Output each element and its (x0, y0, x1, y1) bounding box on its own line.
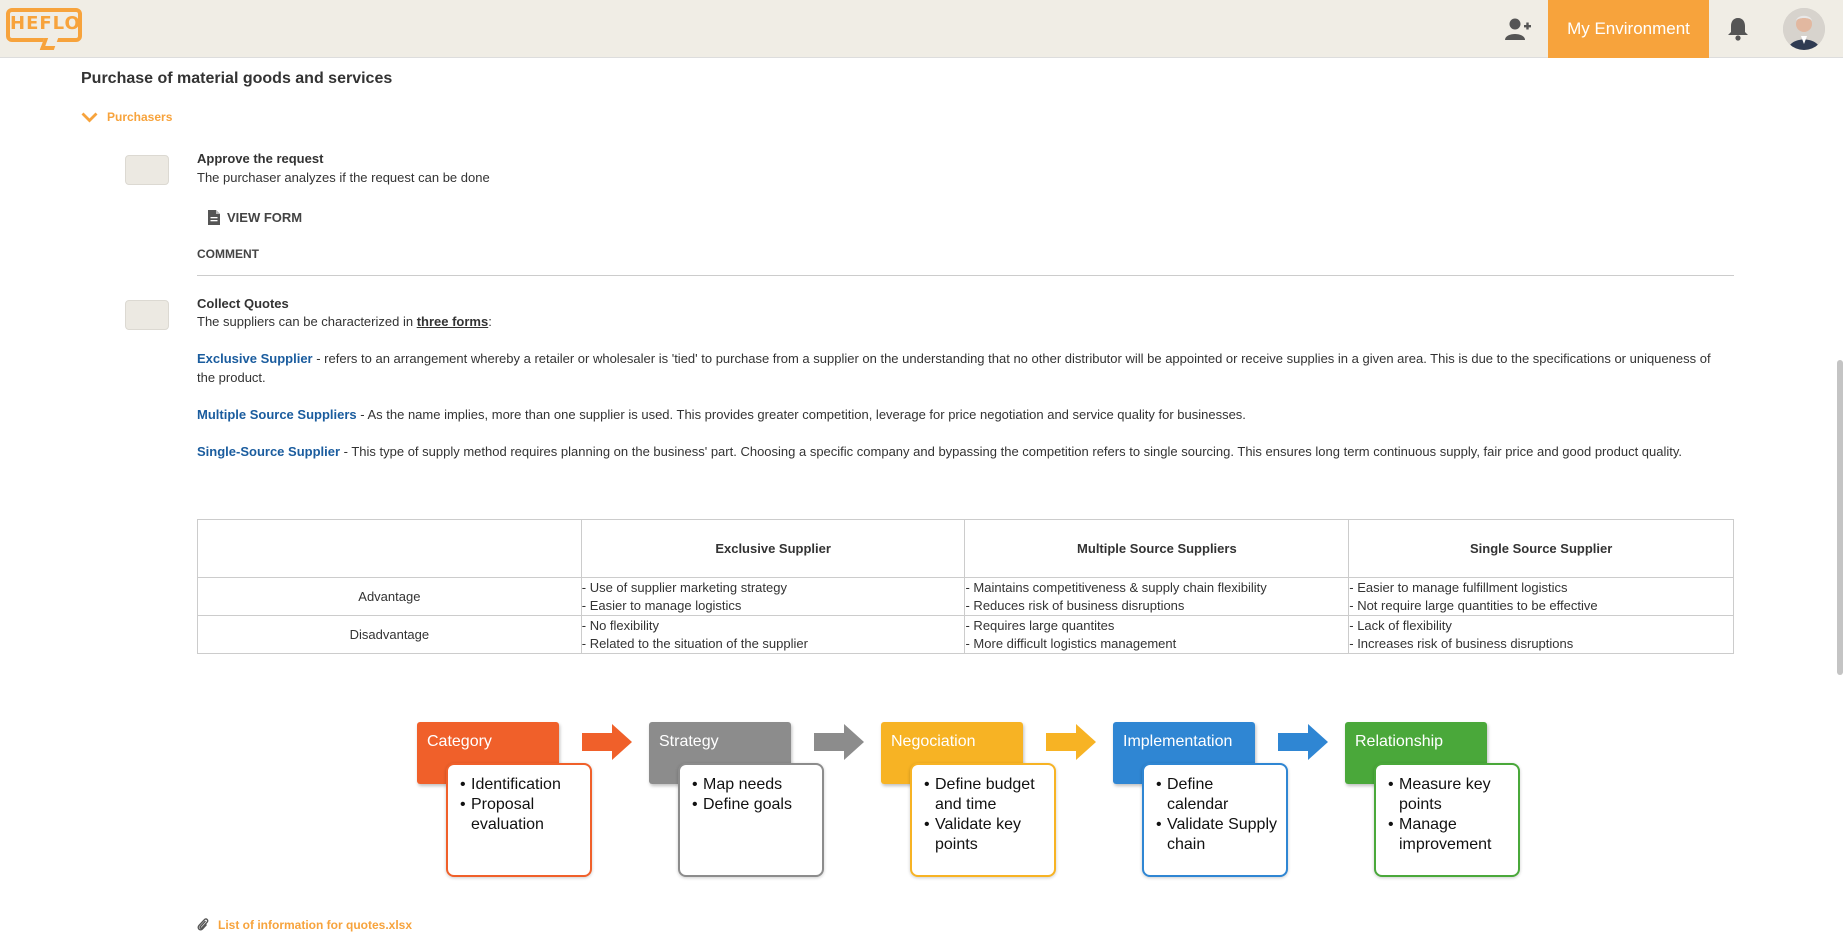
arrow-right-icon (582, 724, 632, 760)
top-navigation-bar (0, 0, 1843, 58)
phase-title: Implementation (1123, 733, 1233, 750)
supplier-term: Single-Source Supplier (197, 444, 341, 459)
cell-line: - Not require large quantities to be effective (1349, 597, 1598, 613)
bell-icon[interactable] (1725, 16, 1751, 42)
cell-line: - No flexibility (581, 617, 660, 633)
task-description (197, 314, 492, 329)
process-title: Purchase of material goods and services (81, 70, 393, 87)
supplier-type-paragraph (197, 405, 1717, 424)
table-cell (581, 578, 965, 616)
task-title: Collect Quotes (197, 296, 289, 311)
cell-line: - Requires large quantites (965, 617, 1115, 633)
supplier-term: Multiple Source Suppliers (197, 407, 357, 422)
table-header-cell: Multiple Source Suppliers (965, 520, 1349, 578)
phase-item: • Validate key points (924, 815, 1046, 855)
task-checkbox[interactable] (125, 300, 169, 330)
description-text: The suppliers can be characterized in (197, 314, 417, 329)
cell-line: - Lack of flexibility (1349, 617, 1452, 633)
phase-item: • Validate Supply chain (1156, 815, 1278, 855)
cell-line: - Increases risk of business disruptions (1349, 635, 1574, 651)
table-cell (1349, 578, 1734, 616)
comment-divider (197, 275, 1734, 276)
phase-title: Relationship (1355, 733, 1444, 750)
lane-label: Purchasers (107, 110, 173, 124)
attachment-link[interactable] (197, 917, 412, 932)
table-header-cell (198, 520, 582, 578)
arrow-right-icon (1046, 724, 1096, 760)
row-label: Advantage (198, 578, 582, 616)
cell-line: - Reduces risk of business disruptions (965, 597, 1185, 613)
supplier-comparison-table (197, 519, 1734, 654)
cell-line: - Maintains competitiveness & supply chain flexibility (965, 579, 1267, 595)
comment-label[interactable]: COMMENT (197, 247, 259, 261)
vertical-scrollbar[interactable] (1837, 360, 1843, 675)
task-description: The purchaser analyzes if the request can be done (197, 170, 490, 185)
table-header-row (198, 520, 1734, 578)
phase-item: • Measure key points (1388, 775, 1510, 815)
phase-title: Category (427, 733, 492, 750)
view-form-button[interactable] (208, 210, 302, 225)
phase-item: • Map needs (692, 775, 814, 795)
arrow-right-icon (814, 724, 864, 760)
cell-line: - Use of supplier marketing strategy (581, 579, 787, 595)
my-environment-button[interactable]: My Environment (1548, 0, 1709, 58)
table-row (198, 616, 1734, 654)
arrow-right-icon (1278, 724, 1328, 760)
user-avatar[interactable] (1783, 8, 1825, 50)
table-cell (965, 616, 1349, 654)
phase-body-strategy (678, 763, 824, 877)
paperclip-icon (197, 917, 209, 932)
phase-item: • Proposal evaluation (460, 795, 582, 835)
phase-item: • Manage improvement (1388, 815, 1510, 855)
table-cell (965, 578, 1349, 616)
row-label: Disadvantage (198, 616, 582, 654)
phase-body-implementation (1142, 763, 1288, 877)
supplier-type-paragraph (197, 442, 1717, 461)
supplier-definition: - This type of supply method requires planning on the business' part. Choosing a specific company and bypassing the competition refers to single sourcing. This ensures long term continuous supply, fair price and good product quality. (340, 444, 1683, 459)
phase-body-category (446, 763, 592, 877)
table-row (198, 578, 1734, 616)
phase-body-negociation (910, 763, 1056, 877)
phase-body-relationship (1374, 763, 1520, 877)
phase-item: • Identification (460, 775, 582, 795)
cell-line: - More difficult logistics management (965, 635, 1177, 651)
chevron-down-icon (81, 112, 98, 123)
logo-text: HEFLO (10, 13, 81, 34)
cell-line: - Easier to manage fulfillment logistics (1349, 579, 1568, 595)
add-user-icon[interactable] (1504, 16, 1532, 42)
cell-line: - Easier to manage logistics (581, 597, 742, 613)
heflo-logo[interactable] (6, 8, 82, 48)
task-title: Approve the request (197, 151, 324, 166)
table-header-cell: Single Source Supplier (1349, 520, 1734, 578)
phase-title: Strategy (659, 733, 719, 750)
attachment-filename[interactable]: List of information for quotes.xlsx (218, 917, 413, 932)
phase-title: Negociation (891, 733, 976, 750)
document-icon (208, 210, 220, 225)
logo-tail (40, 38, 58, 50)
table-header-cell: Exclusive Supplier (581, 520, 965, 578)
table-cell (1349, 616, 1734, 654)
supplier-definition: - refers to an arrangement whereby a retailer or wholesaler is 'tied' to purchase from a supplier on the understanding that no other distributor will be appointed or receive supplies in a given area. This is due to the specifications or uniqueness of the product. (197, 351, 1711, 385)
description-suffix: : (488, 314, 492, 329)
phase-item: • Define goals (692, 795, 814, 815)
purchasers-lane-toggle[interactable] (81, 110, 172, 124)
three-forms-emphasis: three forms (416, 314, 489, 329)
supplier-definition: - As the name implies, more than one supplier is used. This provides greater competition, leverage for price negotiation and service quality for businesses. (356, 407, 1246, 422)
phase-item: • Define budget and time (924, 775, 1046, 815)
phase-item: • Define calendar (1156, 775, 1278, 815)
supplier-type-paragraph (197, 349, 1717, 387)
table-cell (581, 616, 965, 654)
supplier-term: Exclusive Supplier (197, 351, 313, 366)
view-form-label: VIEW FORM (227, 210, 303, 225)
cell-line: - Related to the situation of the supplier (581, 635, 808, 651)
task-checkbox[interactable] (125, 155, 169, 185)
